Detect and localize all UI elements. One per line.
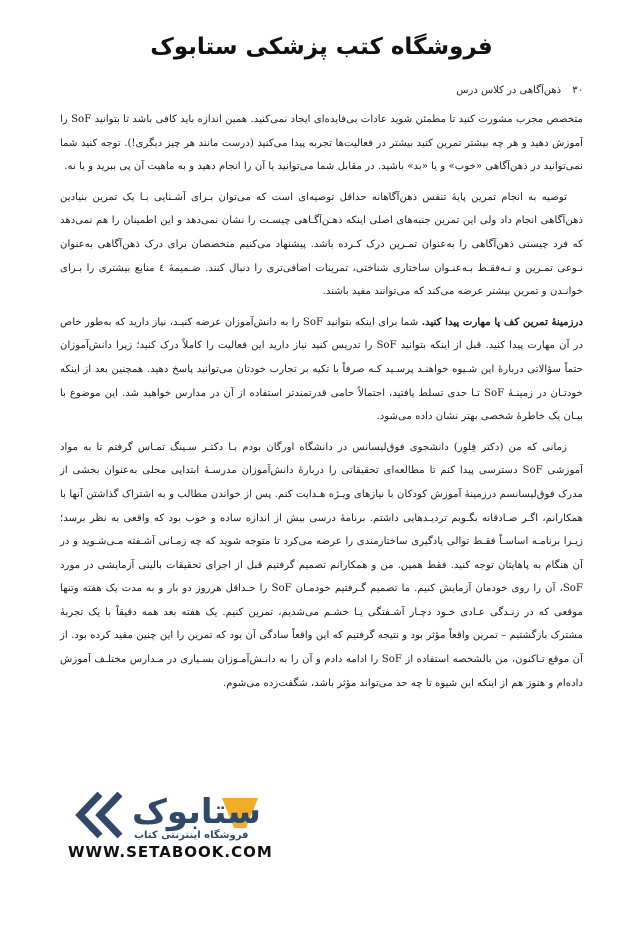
paragraph-3 bbox=[60, 311, 583, 429]
paragraph-4 bbox=[60, 436, 583, 696]
chevron-arrows-icon bbox=[70, 790, 130, 840]
body-text bbox=[60, 108, 583, 702]
paragraph-3-lead: درزمینهٔ تمرین کف پا مهارت پیدا کنید. bbox=[421, 315, 583, 328]
watermark-brand: ستابوک bbox=[132, 792, 261, 832]
watermark-tagline: فروشگاه اینترنتی کتاب bbox=[134, 830, 249, 841]
paragraph-1-text: متخصص مجرب مشورت کنید تا مطمئن شوید عادات بی‌فایده‌ای ایجاد نمی‌کنید. همین اندازه باید کافی باشد تا بتوانید SoF را آموزش دهید و هر چه بیشتر تمرین کنید بیشتر در فعالیت‌ها تجربه پیدا می‌کنید (درست مانند هر چیز دیگری!). توجه کنید شما نمی‌توانید در ذهن‌آگاهی «خوب» و یا «بد» باشید. در مقابل شما می‌توانید یا آن را انجام دهید و به ماهیت آن پی ببرید و یا نه. bbox=[60, 114, 583, 173]
store-banner: فروشگاه کتب پزشکی ستابوک bbox=[150, 34, 493, 60]
paragraph-1 bbox=[60, 108, 583, 179]
watermark-url: WWW.SETABOOK.COM bbox=[68, 843, 273, 861]
paragraph-2 bbox=[60, 186, 583, 304]
page-number: ۳۰ bbox=[572, 85, 583, 96]
setabook-watermark bbox=[70, 790, 330, 848]
paragraph-4-text: زمانی که من (دکتر فِلوِر) دانشجوی فوق‌لیسانس در دانشگاه اورگان بودم بـا دکتـر سـینگ تمـاس گرفتم تا به مواد آموزشی SoF دسترسی پیدا کنم تا مطالعه‌ای تحقیقاتی را دربارهٔ دانش‌آموزان مدرسـهٔ ابتدایی محلی به‌عنوان بخشی از مدرک فوق‌لیسانسم درزمینهٔ آموزش کودکان با نیازهای ویـژه هـدایت کنم. پس از خواندن مطالب و به اشتراک گذاشتن آنها با همکارانم، اگـر صـادقانه بگـویم تردیـدهایی داشتم. برنامهٔ درسی بیش از اندازه ساده و خوب بود که واقعی به نظر برسد؛ زیـرا برنامـه اساسـاً فقـط توالی یادگیری ساختارمندی را عرضه می‌کرد تا متوجه شوید که چه زمـانی آشـفته مـی‌شـوید و در آن هنگام به پاهایتان توجه کنید. فقط همین. من و همکارانم تصمیم گرفتیم قبل از اجرای تحقیقات بالینی آزمایشی در مورد SoF، آن را روی خودمان آزمایش کنیم. ما تصمیم گـرفتیم خودمـان SoF را حـداقل هرروز دو بار و به مدت یک هفته وتنها موقعی که در زنـدگی عـادی خـود دچـار آشـفتگی یـا خشـم می‌شدیم، تمرین کنیم. یک هفته بعد همه دقیقاً با یک تجربهٔ مشترک بازگشتیم – تمرین واقعاً مؤثر بود و نتیجه گرفتیم که این واقعاً سادگی آن بود که تمرین را این چنین مفید کرده بود. از آن موقع تـاکنون، من بالشخصه استفاده از SoF را ادامه دادم و آن را به دانـش‌آمـوزان بسـیاری در مـدارس مختلـف آموزش داده‌ام و هنوز هم از اینکه این شیوه تا چه حد می‌تواند مؤثر باشد، شگفت‌زده می‌شوم. bbox=[60, 441, 583, 689]
running-head bbox=[60, 85, 583, 96]
chapter-title: ذهن‌آگاهی در کلاس درس bbox=[456, 85, 562, 96]
paragraph-3-text: شما برای اینکه بتوانید SoF را به دانش‌آموزان عرضه کنیـد، نیاز دارید که به‌طور خاص در آن مهارت پیدا کنید. قبل از اینکه بتوانید SoF را تدریس کنید نیاز دارید این فعالیت را کاملاً درک کنید؛ زیرا دانش‌آموزان حتماً سؤالاتی دربارهٔ این شـیوه خواهنـد پرسـید کـه صرفاً با تکیه بر تجارب خودتان می‌توانید پاسخ دهید. همچنین بعد از اینکه خودتـان در زمینـهٔ SoF تـا حدی تسلط یافتید، احتمالاً حامی قدرتمندتر استفاده از آن در مدارس خواهید شد. این موضوع با بیـان یک خاطرهٔ شخصی بهتر نشان داده می‌شود. bbox=[60, 316, 583, 423]
paragraph-2-text: توصیه به انجام تمرین پایهٔ تنفس ذهن‌آگاهانه حداقل توصیه‌ای است که می‌توان بـرای آشـنایی بـا یک تمرین بنیادین ذهن‌آگاهی انجام داد ولی این تمرین جنبه‌های اصلی اینکه ذهـن‌آگـاهی چیسـت را نشان نمی‌دهد و این اطمینان را هم نمی‌دهد که فرد چیستی ذهن‌آگاهی را به‌عنوان تمـرین درک کـرده باشد. پیشنهاد می‌کنیم متخصصان برای درک ذهن‌آگاهی به‌عنوان نـوعی تمـرین و نـه‌فقـط بـه‌عنـوان ساختاری شناختی، تمرینات اضافی‌تری را دنبال کنند. ضـمیمهٔ ٤ منابع بیشتری را بـرای خوانـدن و تمرین بیشتر عرضه می‌کند که می‌توانند مفید باشند. bbox=[60, 191, 583, 298]
